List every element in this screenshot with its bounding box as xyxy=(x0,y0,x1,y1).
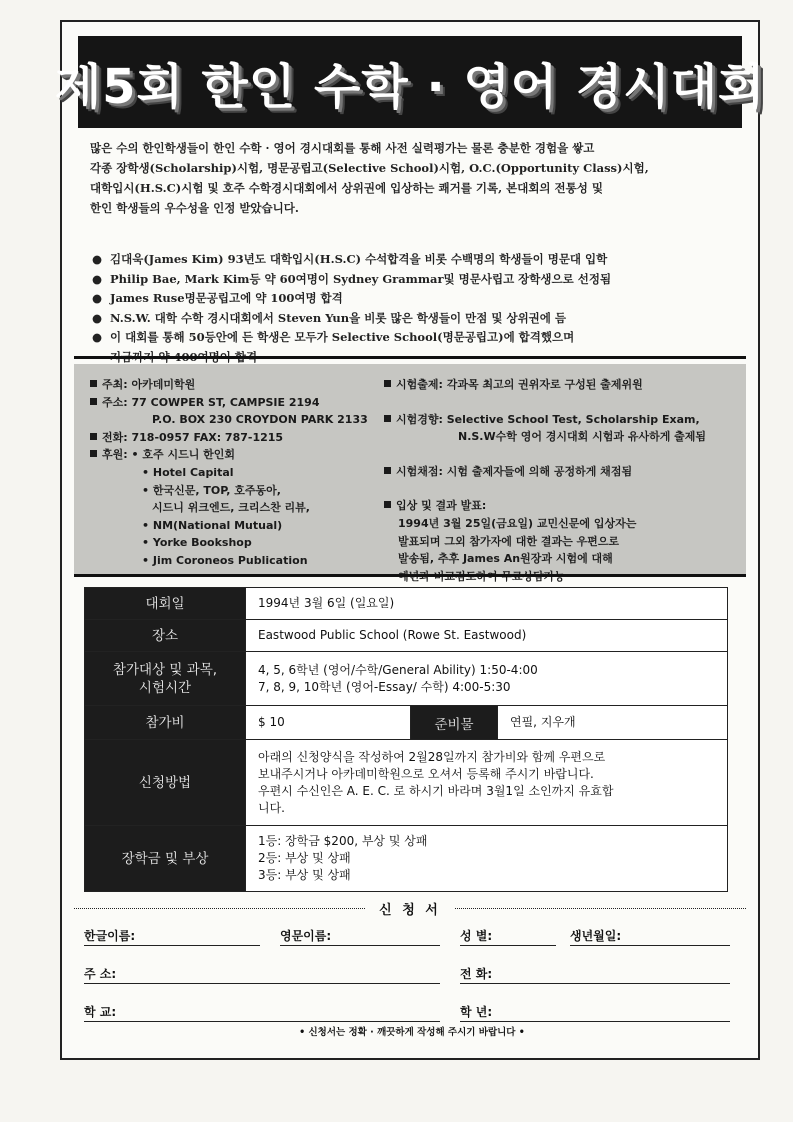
square-bullet-icon xyxy=(90,450,97,457)
prep-value: 연필, 지우개 xyxy=(498,706,728,740)
application-header xyxy=(74,898,746,918)
grade-field[interactable]: 학 년: xyxy=(460,1002,730,1022)
place-value: Eastwood Public School (Rowe St. Eastwood) xyxy=(246,620,728,652)
phone-field[interactable]: 전 화: xyxy=(460,964,730,984)
english-name-field[interactable]: 영문이름: xyxy=(280,926,440,946)
table-row xyxy=(85,588,728,620)
sponsor-item: • Yorke Bookshop xyxy=(142,536,252,550)
organizer-info-panel xyxy=(74,364,746,574)
place-label: 장소 xyxy=(85,620,246,652)
intro-line: 많은 수의 한인학생들이 한인 수학 · 영어 경시대회를 통해 사전 실력평가는 물론 충분한 경험을 쌓고 xyxy=(90,141,595,155)
table-row xyxy=(85,706,728,740)
organizer-left-column: 주최: 아카데미학원 주소: 77 COWPER ST, CAMPSIE 2194 P.O. BOX 230 CROYDON PARK 2133 전화: 718-0957 FAX: 787-1215 후원: • 호주 시드니 한인회 • Hotel Capital • 한국신문, TOP, 호주동아, 시드니 위크엔드, 크리스찬 리뷰, • NM(National Mutual) • Yorke Bookshop • Jim Coroneos Publication xyxy=(90,376,368,570)
application-title: 신 청 서 xyxy=(379,902,441,918)
birthday-field[interactable]: 생년월일: xyxy=(570,926,730,946)
table-row xyxy=(85,826,728,892)
apply-label: 신청방법 xyxy=(85,740,246,826)
square-bullet-icon xyxy=(384,380,391,387)
target-value: 4, 5, 6학년 (영어/수학/General Ability) 1:50-4:00 7, 8, 9, 10학년 (영어-Essay/ 수학) 4:00-5:30 xyxy=(246,652,728,706)
intro-paragraph xyxy=(90,138,740,218)
intro-line: 각종 장학생(Scholarship)시험, 명문공립고(Selective School)시험, O.C.(Opportunity Class)시험, xyxy=(90,161,649,175)
poster-title: 제5회 한인 수학 · 영어 경시대회 xyxy=(54,58,766,115)
sponsor-item: • Hotel Capital xyxy=(142,465,234,479)
sponsor-item: • Jim Coroneos Publication xyxy=(142,553,308,567)
school-field[interactable]: 학 교: xyxy=(84,1002,440,1022)
title-banner xyxy=(54,36,766,128)
exam-info-column: 시험출제: 각과목 최고의 권위자로 구성된 출제위원 시험경향: Selective School Test, Scholarship Exam, N.S.W수학 영어 경시대회 시험과 유사하게 출제됨 시험채점: 시험 출제자들에 의해 공정하게 채점됨 입상 및 결과 발표: 1994년 3월 25일(금요일) 교민신문에 입상자는 발표되며 그외 참가자에 대한 결과는 우편으로 발송됨, 추후 James An원장과 시험에 대해 xyxy=(384,376,706,585)
sponsor-item: • 한국신문, TOP, 호주동아, xyxy=(142,483,281,497)
square-bullet-icon xyxy=(384,467,391,474)
bullet-icon: ● xyxy=(92,252,103,266)
bullet-icon: ● xyxy=(92,330,103,344)
sponsor-item: • NM(National Mutual) xyxy=(142,518,283,532)
target-label: 참가대상 및 과목, 시험시간 xyxy=(85,652,246,706)
list-item: ● N.S.W. 대학 수학 경시대회에서 Steven Yun을 비롯 많은 학생들이 만점 및 상위권에 듬 xyxy=(92,309,732,329)
list-item: ● James Ruse명문공립고에 약 100여명 합격 xyxy=(92,289,732,309)
square-bullet-icon xyxy=(90,380,97,387)
tendency-line: N.S.W수학 영어 경시대회 시험과 유사하게 출제됨 xyxy=(458,430,707,444)
square-bullet-icon xyxy=(384,415,391,422)
apply-value: 아래의 신청양식을 작성하여 2월28일까지 참가비와 함께 우편으로 보내주시거나 아카데미학원으로 오셔서 등록해 주시기 바랍니다. 우편시 수신인은 A. E. C. 로 하시기 바라며 3월1일 소인까지 유효합 니다. xyxy=(246,740,728,826)
list-item: ● 이 대회를 통해 50등안에 든 학생은 모두가 Selective School(명문공립고)에 합격했으며 xyxy=(92,328,732,348)
bullet-icon: ● xyxy=(92,310,103,325)
results-line: 발표되며 그외 참가자에 대한 결과는 우편으로 xyxy=(398,534,620,548)
sponsor-item: • 호주 시드니 한인회 xyxy=(131,448,236,462)
address-field[interactable]: 주 소: xyxy=(84,964,440,984)
fee-label: 참가비 xyxy=(85,706,246,740)
bullet-icon: ● xyxy=(92,271,103,286)
results-line: 1994년 3월 25일(금요일) 교민신문에 입상자는 xyxy=(398,516,637,530)
sponsor-item: 시드니 위크엔드, 크리스찬 리뷰, xyxy=(152,501,310,515)
bullet-icon: ● xyxy=(92,291,103,305)
date-value: 1994년 3월 6일 (일요일) xyxy=(246,588,728,620)
date-label: 대회일 xyxy=(85,588,246,620)
divider xyxy=(74,574,746,577)
list-item: ● Philip Bae, Mark Kim등 약 60여명이 Sydney Grammar및 명문사립고 장학생으로 선정됨 xyxy=(92,270,732,290)
korean-name-field[interactable]: 한글이름: xyxy=(84,926,260,946)
application-footer-note: • 신청서는 정확 · 깨끗하게 작성해 주시기 바랍니다 • xyxy=(299,1027,525,1038)
square-bullet-icon xyxy=(90,398,97,405)
prize-value: 1등: 장학금 $200, 부상 및 상패 2등: 부상 및 상패 3등: 부상 및 상패 xyxy=(246,826,728,892)
prize-label: 장학금 및 부상 xyxy=(85,826,246,892)
prep-label: 준비물 xyxy=(411,706,498,740)
table-row xyxy=(85,652,728,706)
contest-info-table xyxy=(84,587,728,892)
achievement-list xyxy=(92,250,732,367)
table-row xyxy=(85,740,728,826)
intro-line: 한인 학생들의 우수성을 인정 받았습니다. xyxy=(90,201,299,215)
table-row xyxy=(85,620,728,652)
gender-field[interactable]: 성 별: xyxy=(460,926,556,946)
results-line: 발송됨, 추후 James An원장과 시험에 대해 xyxy=(398,552,613,566)
address-line: P.O. BOX 230 CROYDON PARK 2133 xyxy=(152,413,368,427)
list-item: ● 김대욱(James Kim) 93년도 대학입시(H.S.C) 수석합격을 비롯 수백명의 학생들이 명문대 입학 xyxy=(92,250,732,270)
square-bullet-icon xyxy=(90,433,97,440)
divider xyxy=(74,356,746,359)
square-bullet-icon xyxy=(384,501,391,508)
intro-line: 대학입시(H.S.C)시험 및 호주 수학경시대회에서 상위권에 입상하는 쾌거를 기록, 본대회의 전통성 및 xyxy=(90,181,603,195)
fee-value: $ 10 xyxy=(246,706,411,740)
poster-frame xyxy=(54,20,766,1060)
